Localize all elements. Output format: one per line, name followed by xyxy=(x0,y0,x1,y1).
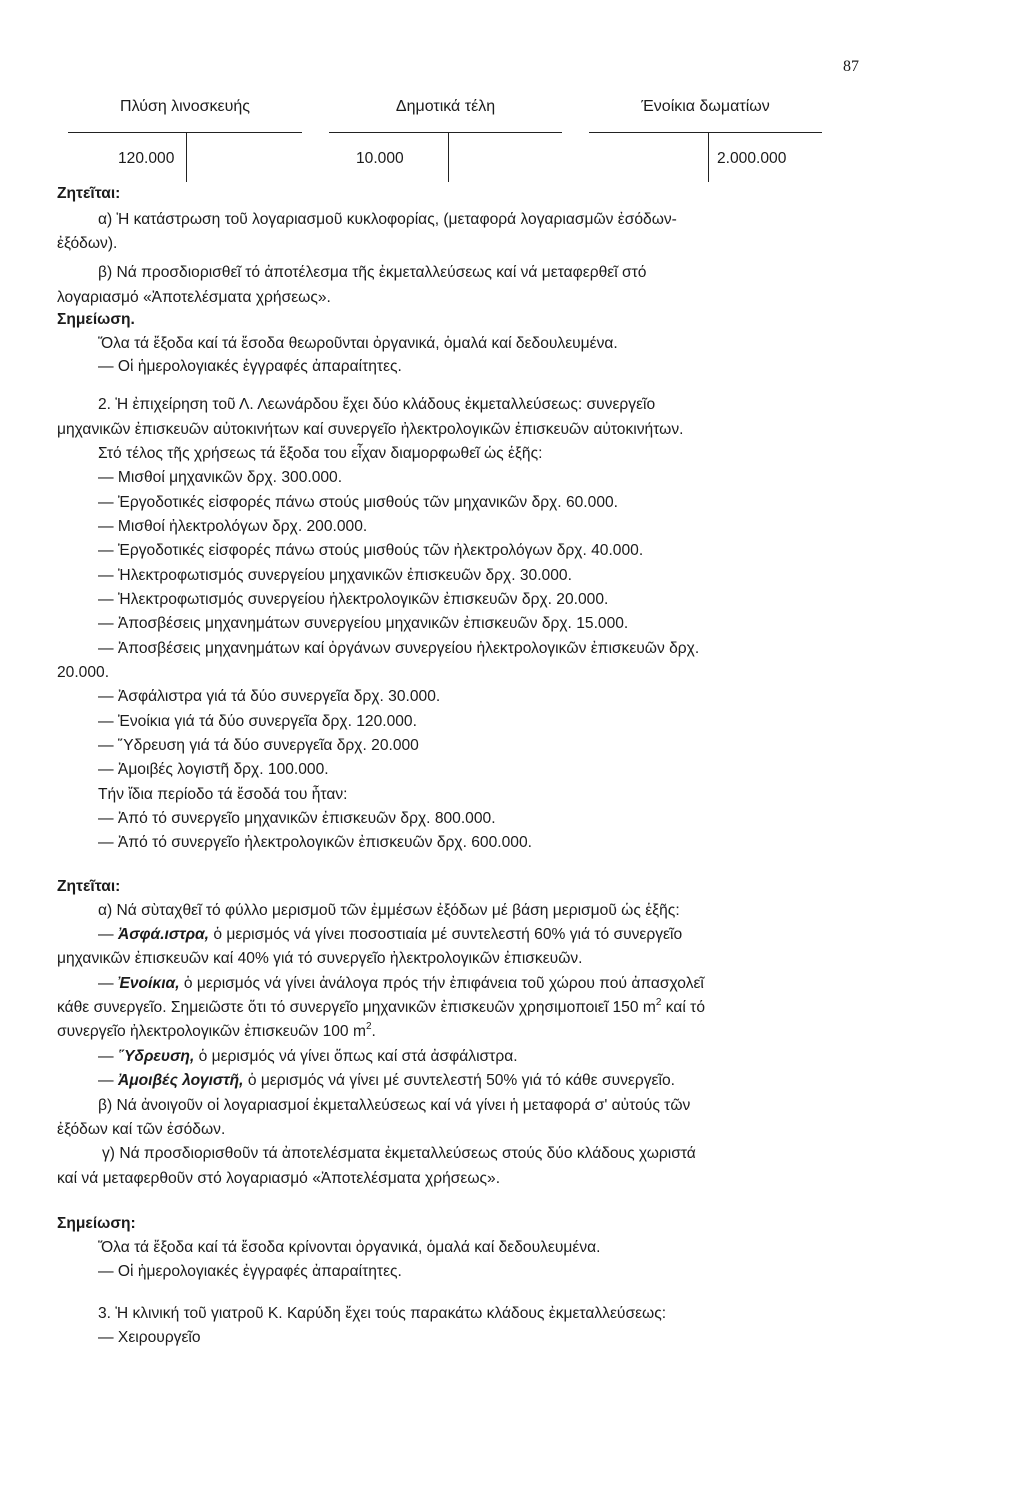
problem2-req-c-line2: καί νά μεταφερθοῦν στό λογαριασμό «Ἀποτελέσματα χρήσεως». xyxy=(57,1170,501,1187)
t-account-center-rule xyxy=(186,132,187,182)
water-label: Ὕδρευση, xyxy=(117,1048,195,1065)
task1-note-heading: Σημείωση. xyxy=(57,311,135,328)
task1-a-line1: α) Ἡ κατάστρωση τοῦ λογαριασμοῦ κυκλοφορίας, (μεταφορά λογαριασμῶν ἐσόδων- xyxy=(98,211,677,228)
expense-item: — Μισθοί μηχανικῶν δρχ. 300.000. xyxy=(98,469,343,486)
income-item: — Ἀπό τό συνεργεῖο μηχανικῶν ἐπισκευῶν δρχ. 800.000. xyxy=(98,810,496,827)
t-account-center-rule xyxy=(708,132,709,182)
insurance-line2: μηχανικῶν ἐπισκευῶν καί 40% γιά τό συνεργεῖο ἠλεκτρολογικῶν ἐπισκευῶν. xyxy=(57,950,583,967)
expense-item: — Ἐργοδοτικές εἰσφορές πάνω στούς μισθούς τῶν ἠλεκτρολόγων δρχ. 40.000. xyxy=(98,542,644,559)
insurance-label: Ἀσφά.ιστρα, xyxy=(117,926,210,943)
t-account-debit-amount: 120.000 xyxy=(118,150,175,167)
problem3-item1: — Χειρουργεῖο xyxy=(98,1329,201,1346)
rent-line2-text: κάθε συνεργεῖο. Σημειῶστε ὅτι τό συνεργεῖο μηχανικῶν ἐπισκευῶν χρησιμοποιεῖ 150 m xyxy=(57,999,656,1016)
problem2-req-a: α) Νά σὺταχθεῖ τό φύλλο μερισμοῦ τῶν ἐμμέσων ἐξόδων μέ βάση μερισμοῦ ὡς ἑξῆς: xyxy=(98,902,680,919)
rent-line2-end: καί τό xyxy=(661,999,705,1016)
expense-item: — Ἐργοδοτικές εἰσφορές πάνω στούς μισθούς τῶν μηχανικῶν δρχ. 60.000. xyxy=(98,494,618,511)
t-account-top-rule xyxy=(589,132,822,133)
dash: — xyxy=(98,1048,118,1065)
task1-heading: Ζητεῖται: xyxy=(57,185,121,202)
problem3-intro: 3. Ἡ κλινική τοῦ γιατροῦ Κ. Καρύδη ἔχει τούς παρακάτω κλάδους ἐκμεταλλεύσεως: xyxy=(98,1305,667,1322)
dash: — xyxy=(98,1072,118,1089)
accountant-label: Ἀμοιβές λογιστῆ, xyxy=(117,1072,244,1089)
problem2-note1: Ὅλα τά ἔξοδα καί τά ἔσοδα κρίνονται ὀργανικά, ὁμαλά καί δεδουλευμένα. xyxy=(98,1239,601,1256)
income-item: — Ἀπό τό συνεργεῖο ἠλεκτρολογικῶν ἐπισκευῶν δρχ. 600.000. xyxy=(98,834,532,851)
accountant-text: ὁ μερισμός νά γίνει μέ συντελεστή 50% γιά τό κάθε συνεργεῖο. xyxy=(243,1072,675,1089)
t-account-debit-amount: 10.000 xyxy=(356,150,404,167)
expense-item: — Ἠλεκτροφωτισμός συνεργείου ἠλεκτρολογικῶν ἐπισκευῶν δρχ. 20.000. xyxy=(98,591,609,608)
problem2-note-heading: Σημείωση: xyxy=(57,1215,136,1232)
expense-item: — Ἠλεκτροφωτισμός συνεργείου μηχανικῶν ἐπισκευῶν δρχ. 30.000. xyxy=(98,567,572,584)
rent-line3 xyxy=(57,1022,376,1044)
expense-item: — Ἀμοιβές λογιστῆ δρχ. 100.000. xyxy=(98,761,329,778)
t-account-center-rule xyxy=(448,132,449,182)
expense-item: — Ἀποσβέσεις μηχανημάτων καί ὀργάνων συνεργείου ἠλεκτρολογικῶν ἐπισκευῶν δρχ. xyxy=(98,640,700,657)
task1-b-line1: β) Νά προσδιορισθεῖ τό ἀποτέλεσμα τῆς ἐκμεταλλεύσεως καί νά μεταφερθεῖ στό xyxy=(98,264,647,281)
task1-note2: — Οἱ ἡμερολογιακές ἐγγραφές ἀπαραίτητες. xyxy=(98,358,402,375)
water-text: ὁ μερισμός νά γίνει ὅπως καί στά ἀσφάλιστρα. xyxy=(194,1048,518,1065)
t-account-title: Ένοίκια δωματίων xyxy=(641,98,770,115)
expense-item: — Ἀσφάλιστρα γιά τά δύο συνεργεῖα δρχ. 30.000. xyxy=(98,688,441,705)
t-account-title: Δημοτικά τέλη xyxy=(395,98,496,115)
problem2-intro-line1: 2. Ἡ ἐπιχείρηση τοῦ Λ. Λεωνάρδου ἔχει δύο κλάδους ἐκμεταλλεύσεως: συνεργεῖο xyxy=(98,396,656,413)
problem2-req-c-line1: γ) Νά προσδιορισθοῦν τά ἀποτελέσματα ἐκμεταλλεύσεως στούς δύο κλάδους χωριστά xyxy=(102,1145,696,1162)
t-account-municipal-fees xyxy=(329,98,562,188)
t-account-top-rule xyxy=(329,132,562,133)
superscript-2: 2 xyxy=(655,997,662,1008)
task1-note1: Ὅλα τά ἔξοδα καί τά ἔσοδα θεωροῦνται ὀργανικά, ὁμαλά καί δεδουλευμένα. xyxy=(98,335,618,352)
t-account-credit-amount: 2.000.000 xyxy=(717,150,787,167)
expense-item-continued: 20.000. xyxy=(57,664,110,681)
water-line xyxy=(98,1047,518,1067)
page-number: 87 xyxy=(843,58,859,75)
problem2-expenses-intro: Στό τέλος τῆς χρήσεως τά ἔξοδα του εἶχαν διαμορφωθεῖ ὡς ἑξῆς: xyxy=(98,445,543,462)
t-account-linen-washing xyxy=(68,98,302,188)
problem2-income-intro: Τήν ἴδια περίοδο τά ἔσοδά του ἦταν: xyxy=(98,786,348,803)
expense-item: — Ἀποσβέσεις μηχανημάτων συνεργείου μηχανικῶν ἐπισκευῶν δρχ. 15.000. xyxy=(98,615,629,632)
superscript-2: 2 xyxy=(365,1021,372,1032)
t-account-room-rentals xyxy=(589,98,822,188)
problem2-req-heading: Ζητεῖται: xyxy=(57,878,121,895)
rent-line1 xyxy=(98,974,704,994)
t-account-title: Πλύση λινοσκευής xyxy=(120,98,250,115)
dash: — xyxy=(98,926,118,943)
task1-a-line2: ἐξόδων). xyxy=(57,235,118,252)
rent-text: ὁ μερισμός νά γίνει ἀνάλογα πρός τήν ἐπιφάνεια τοῦ χώρου πού ἀπασχολεῖ xyxy=(179,975,704,992)
problem2-req-b-line1: β) Νά ἀνοιγοῦν οἱ λογαριασμοί ἐκμεταλλεύσεως καί νά γίνει ἡ μεταφορά σ' αὐτούς τῶν xyxy=(98,1097,691,1114)
t-account-top-rule xyxy=(68,132,302,133)
insurance-text: ὁ μερισμός νά γίνει ποσοστιαία μέ συντελεστή 60% γιά τό συνεργεῖο xyxy=(209,926,683,943)
rent-line3-end: . xyxy=(371,1023,376,1040)
expense-item: — Μισθοί ἠλεκτρολόγων δρχ. 200.000. xyxy=(98,518,368,535)
rent-line2 xyxy=(57,998,705,1020)
rent-label: Ἐνοίκια, xyxy=(117,975,180,992)
accountant-line xyxy=(98,1071,675,1091)
problem2-req-b-line2: ἐξόδων καί τῶν ἐσόδων. xyxy=(57,1121,226,1138)
insurance-line1 xyxy=(98,925,682,945)
rent-line3-text: συνεργεῖο ἠλεκτρολογικῶν ἐπισκευῶν 100 m xyxy=(57,1023,366,1040)
problem2-note2: — Οἱ ἡμερολογιακές ἐγγραφές ἀπαραίτητες. xyxy=(98,1263,402,1280)
problem2-intro-line2: μηχανικῶν ἐπισκευῶν αὐτοκινήτων καί συνεργεῖο ἠλεκτρολογικῶν ἐπισκευῶν αὐτοκινήτων. xyxy=(57,421,684,438)
dash: — xyxy=(98,975,118,992)
expense-item: — Ἐνοίκια γιά τά δύο συνεργεῖα δρχ. 120.000. xyxy=(98,713,417,730)
expense-item: — Ὕδρευση γιά τά δύο συνεργεῖα δρχ. 20.000 xyxy=(98,737,419,754)
task1-b-line2: λογαριασμό «Ἀποτελέσματα χρήσεως». xyxy=(57,289,331,306)
